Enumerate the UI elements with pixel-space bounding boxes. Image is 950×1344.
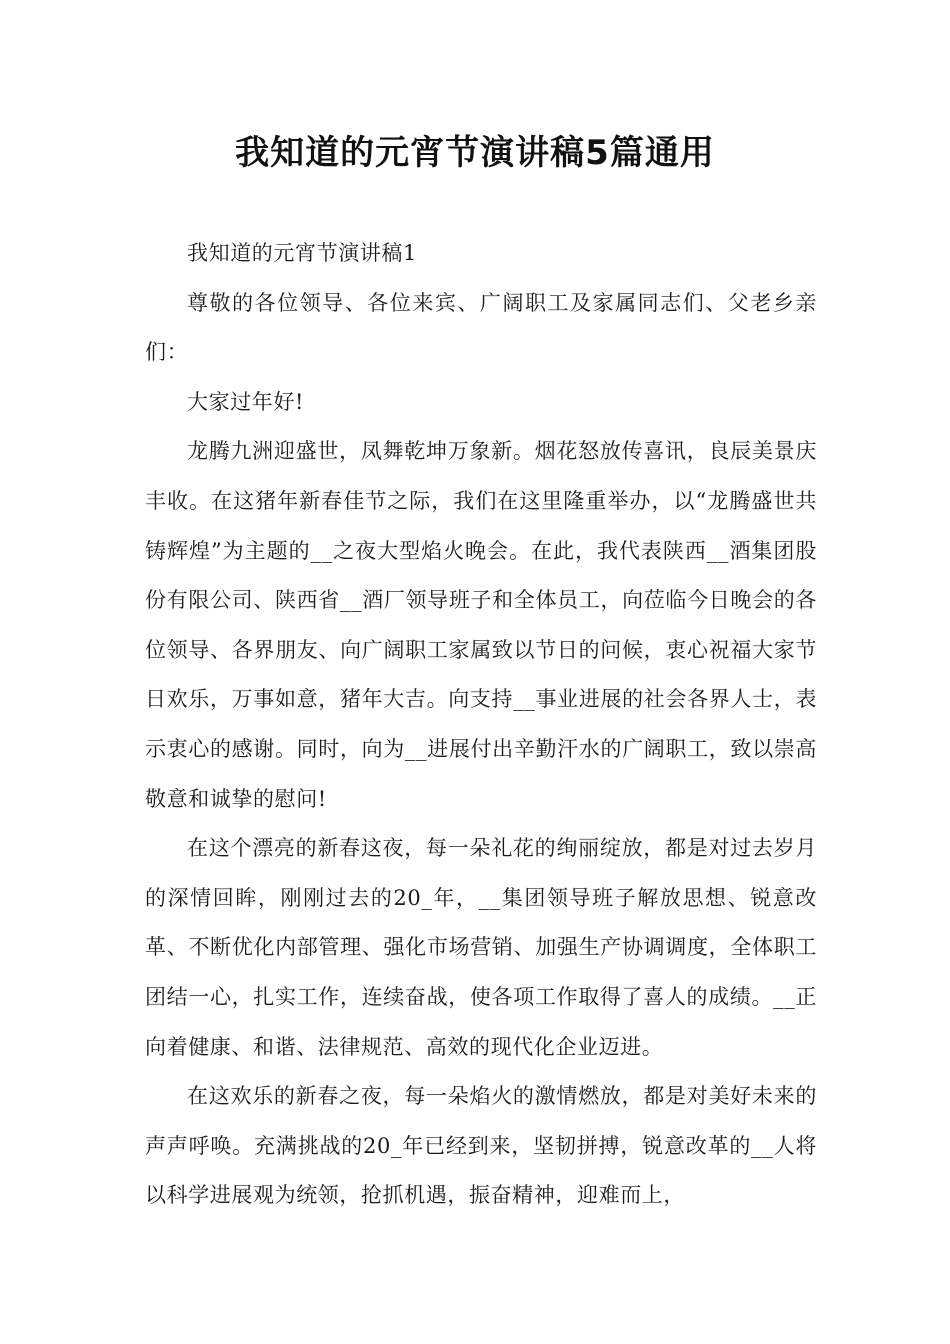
salutation-paragraph: 尊敬的各位领导、各位来宾、广阔职工及家属同志们、父老乡亲们： xyxy=(145,290,817,365)
body-paragraph: 在这个漂亮的新春这夜，每一朵礼花的绚丽绽放，都是对过去岁月的深情回眸，刚刚过去的20_年，__集团领导班子解放思想、锐意改革、不断优化内部管理、强化市场营销、加强生产协调调度，全体职工团结一心，扎实工作，连续奋战，使各项工作取得了喜人的成绩。__正向着健康、和谐、法律规范、高效的现代化企业迈进。 xyxy=(145,836,817,1059)
section-heading: 我知道的元宵节演讲稿1 xyxy=(187,241,417,265)
body-paragraph: 在这欢乐的新春之夜，每一朵焰火的激情燃放，都是对美好未来的声声呼唤。充满挑战的20_年已经到来，坚韧拼搏，锐意改革的__人将以科学进展观为统领，抢抓机遇，振奋精神，迎难而上， xyxy=(145,1084,817,1208)
document-title: 我知道的元宵节演讲稿5篇通用 xyxy=(235,133,715,173)
greeting-paragraph: 大家过年好! xyxy=(187,389,305,414)
body-paragraph: 龙腾九洲迎盛世，凤舞乾坤万象新。烟花怒放传喜讯，良辰美景庆丰收。在这猪年新春佳节之际，我们在这里隆重举办，以“龙腾盛世共铸辉煌”为主题的__之夜大型焰火晚会。在此，我代表陕西__酒集团股份有限公司、陕西省__酒厂领导班子和全体员工，向莅临今日晚会的各位领导、各界朋友、向广阔职工家属致以节日的问候，衷心祝福大家节日欢乐，万事如意，猪年大吉。向支持__事业进展的社会各界人士，表示衷心的感谢。同时，向为__进展付出辛勤汗水的广阔职工，致以崇高敬意和诚挚的慰问! xyxy=(145,439,817,811)
document-body xyxy=(145,229,817,1221)
